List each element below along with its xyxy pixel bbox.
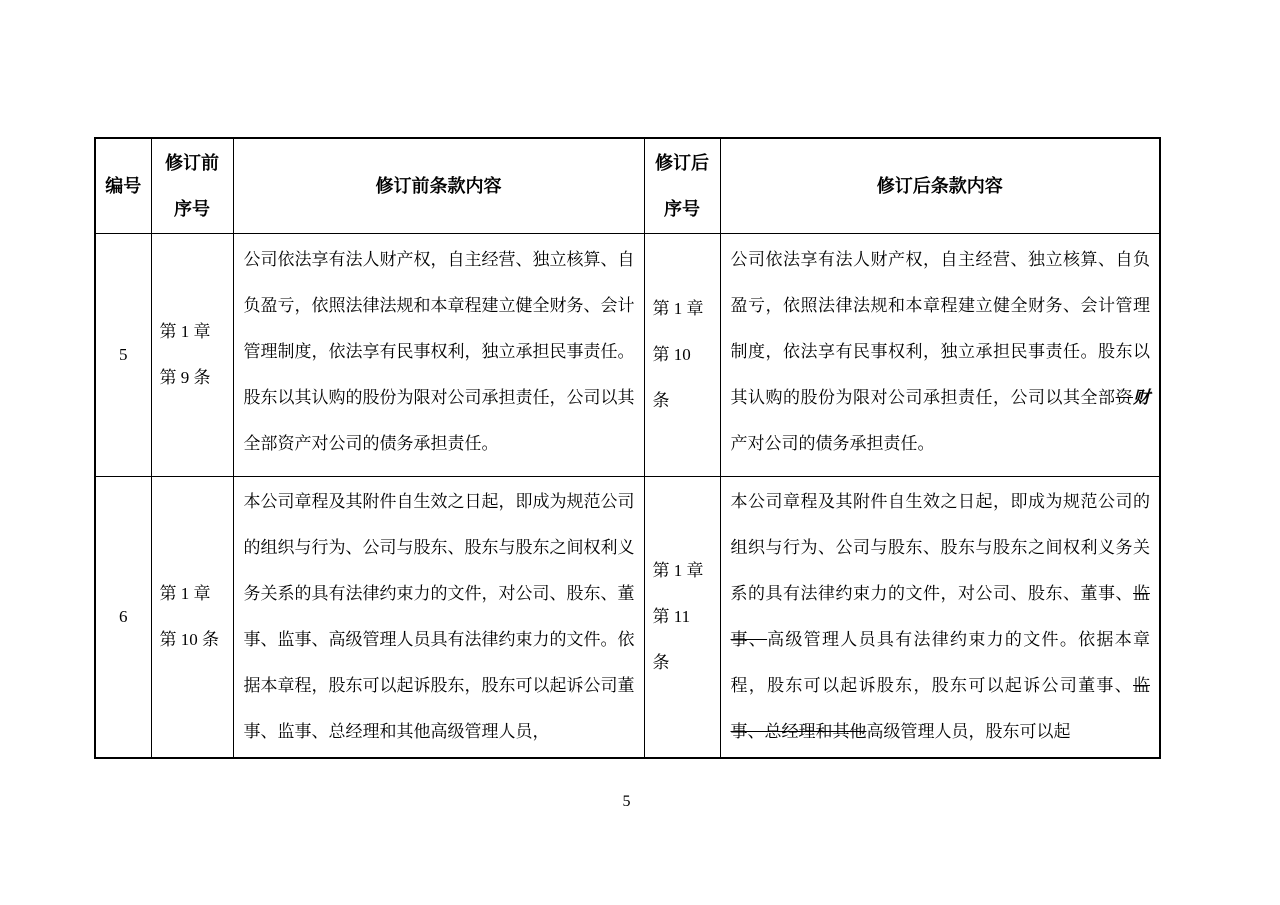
post-article-no: 第 1 章 第 11 条 (644, 476, 720, 758)
pre-article-no: 第 1 章 第 9 条 (151, 233, 233, 476)
pre-clause-content (233, 476, 644, 758)
post-clause-text: 本公司章程及其附件自生效之日起，即成为规范公司的组织与行为、公司与股东、股东与股东之间权利义务关系的具有法律约束力的文件，对公司、股东、董事、监事、高级管理人员具有法律约束力的文件。依据本章程，股东可以起诉股东，股东可以起诉公司董事、监事、总经理和其他高级管理人员，股东可以起 (730, 492, 1151, 742)
post-clause-content (720, 233, 1160, 476)
post-clause-content (720, 476, 1160, 758)
row-id: 6 (95, 476, 151, 758)
header-post-clause-content: 修订后条款内容 (720, 138, 1160, 233)
post-clause-text: 公司依法享有法人财产权，自主经营、独立核算、自负盈亏，依照法律法规和本章程建立健全财务、会计管理制度，依法享有民事权利，独立承担民事责任。股东以其认购的股份为限对公司承担责任，公司以其全部资财产对公司的债务承担责任。 (730, 249, 1150, 453)
page-number: 5 (622, 793, 631, 810)
header-post-article-no: 修订后 序号 (644, 138, 720, 233)
header-pre-article-no: 修订前 序号 (151, 138, 233, 233)
table-row (95, 476, 1160, 758)
table-row (95, 233, 1160, 476)
table-header-row (95, 138, 1160, 233)
row-id: 5 (95, 233, 151, 476)
revision-comparison-table (94, 137, 1161, 759)
pre-clause-text: 公司依法享有法人财产权，自主经营、独立核算、自负盈亏，依照法律法规和本章程建立健全财务、会计管理制度，依法享有民事权利，独立承担民事责任。股东以其认购的股份为限对公司承担责任，公司以其全部资产对公司的债务承担责任。 (243, 249, 635, 453)
pre-clause-content (233, 233, 644, 476)
post-article-no: 第 1 章 第 10 条 (644, 233, 720, 476)
header-id: 编号 (95, 138, 151, 233)
header-pre-clause-content: 修订前条款内容 (233, 138, 644, 233)
pre-article-no: 第 1 章 第 10 条 (151, 476, 233, 758)
pre-clause-text: 本公司章程及其附件自生效之日起，即成为规范公司的组织与行为、公司与股东、股东与股东之间权利义务关系的具有法律约束力的文件，对公司、股东、董事、监事、高级管理人员具有法律约束力的文件。依据本章程，股东可以起诉股东，股东可以起诉公司董事、监事、总经理和其他高级管理人员， (243, 492, 635, 742)
